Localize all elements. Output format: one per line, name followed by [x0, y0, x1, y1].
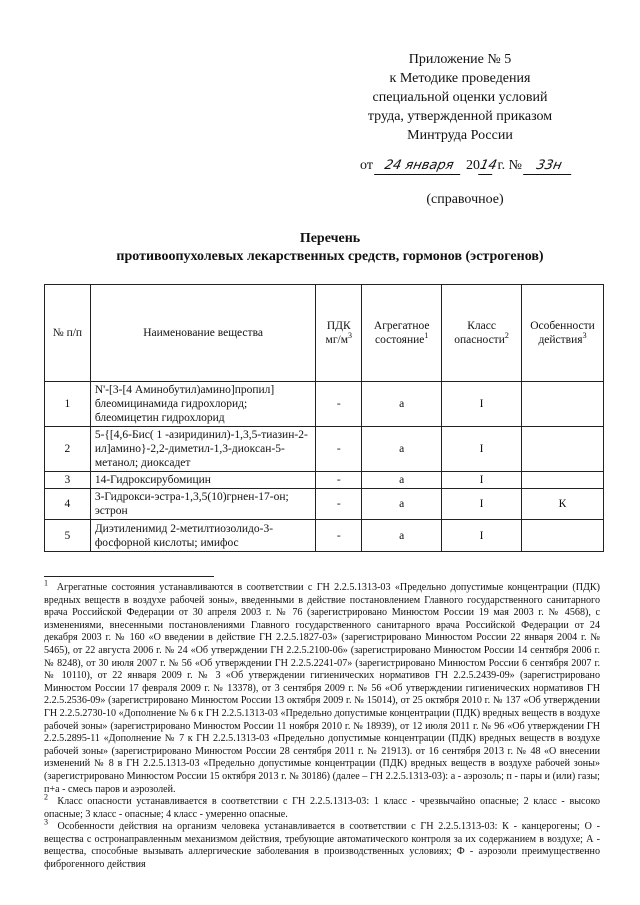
cell-features: [522, 472, 604, 489]
year-prefix: 20: [465, 158, 480, 173]
cell-state: а: [362, 472, 442, 489]
cell-features: [522, 427, 604, 472]
table-row: [45, 472, 604, 489]
cell-num: 1: [45, 382, 91, 427]
cell-state: а: [362, 489, 442, 520]
cell-class: I: [442, 427, 522, 472]
cell-features: [522, 382, 604, 427]
reference-note: (справочное): [426, 192, 504, 207]
header-pdk: ПДК $мг/м^3$: [316, 285, 362, 382]
appendix-line: Минтруда России: [407, 128, 513, 143]
footnote-3-mark: 3: [44, 817, 48, 827]
appendix-line: труда, утвержденной приказом: [367, 109, 553, 124]
year-word: г. №: [497, 158, 522, 173]
title-line-2: противоопухолевых лекарственных средств, гормонов (эстрогенов): [116, 249, 544, 264]
footnote-divider: [44, 576, 214, 577]
table-row: [45, 427, 604, 472]
order-date-line: [360, 156, 580, 176]
cell-class: I: [442, 489, 522, 520]
cell-name: 14-Гидроксирубомицин: [90, 472, 316, 489]
footnote-2: [44, 792, 601, 821]
cell-state: а: [362, 427, 442, 472]
footnotes: [44, 578, 601, 872]
appendix-header: [345, 50, 575, 145]
footnote-1-mark: 1: [44, 578, 48, 588]
cell-state: а: [362, 520, 442, 552]
cell-num: 3: [45, 472, 91, 489]
cell-pdk: -: [316, 382, 362, 427]
appendix-line: специальной оценки условий: [372, 90, 548, 105]
cell-pdk: -: [316, 489, 362, 520]
cell-num: 4: [45, 489, 91, 520]
table-row: [45, 489, 604, 520]
title-line-1: Перечень: [299, 231, 361, 246]
appendix-line: Приложение № 5: [408, 52, 512, 67]
cell-name: Диэтиленимид 2-метилтиозолидо-3-фосфорной кислоты; имифос: [90, 520, 316, 552]
cell-num: 5: [45, 520, 91, 552]
cell-state: а: [362, 382, 442, 427]
substances-table: [44, 284, 604, 552]
footnote-1-text: Агрегатные состояния устанавливаются в соответствии с ГН 2.2.5.1313-03 «Предельно допустимые концентрации (ПДК) вредных веществ в воздухе рабочей зоны», введенными в действие постановлением Главного государственного санитарного врача Российской Федерации от 30 апреля 2003 г. № 76 (зарегистрировано Минюстом России 19 мая 2003 г. № 4568), с изменениями, внесенными постановлениями Главного государственного санитарного врача Российской Федерации от 24 декабря 2003 г. № 160 «О введении в действие ГН 2.2.5.1827-03» (зарегистрировано Минюстом России 22 января 2004 г. № 5465), от 22 августа 2006 г. № 24 «Об утверждении ГН 2.2.5.2100-06» (зарегистрировано Минюстом России 14 сентября 2006 г. № 8248), от 30 июля 2007 г. № 56 «Об утверждении ГН 2.2.5.2241-07» (зарегистрировано Минюстом России 6 сентября 2007 г. № 10110), от 22 января 2009 г. № 3 «Об утверждении гигиенических нормативов ГН 2.2.5.2439-09» (зарегистрировано Минюстом России 17 февраля 2009 г. № 13378), от 3 сентября 2009 г. № 56 «Об утверждении гигиенических нормативов ГН 2.2.5.2536-09» (зарегистрировано Минюстом России 13 октября 2009 г. № 15014), от 25 октября 2010 г. № 137 «Об утверждении ГН 2.2.5.2730-10 «Дополнение № 6 к ГН 2.2.5.1313-03 «Предельно допустимые концентрации (ПДК) вредных веществ в воздухе рабочей зоны» (зарегистрировано Минюстом России 11 ноября 2010 г. № 18939), от 12 июля 2011 г. № 96 «Об утверждении ГН 2.2.5.2895-11 «Дополнение № 7 к ГН 2.2.5.1313-03 «Предельно допустимые концентрации (ПДК) вредных веществ в воздухе рабочей зоны» (зарегистрировано Минюстом России 28 сентября 2011 г. № 21913). от 16 сентября 2013 г. № 48 «О внесении изменений № 8 в ГН 2.2.5.1313-03 «Предельно допустимые концентрации (ПДК) вредных веществ в воздухе рабочей зоны» (зарегистрировано Минюстом России 15 октября 2013 г. № 30186) (далее – ГН 2.2.5.1313-03): а - аэрозоль; п - пары и (или) газы; п+а - смесь паров и аэрозолей.: [44, 582, 600, 795]
footnote-3-text: Особенности действия на организм человека устанавливается в соответствии с ГН 2.2.5.1313-03: К - канцерогены; О - вещества с остронаправленным механизмом действия, требующие автоматического контроля за их содержанием в воздухе; А - вещества, способные вызывать аллергические заболевания в производственных условиях; Ф - аэрозоли преимущественно фиброгенного действия: [44, 821, 601, 871]
footnote-2-text: Класс опасности устанавливается в соответствии с ГН 2.2.5.1313-03: 1 класс - чрезвычайно опасные; 2 класс - высоко опасные; 3 класс - опасные; 4 класс - умеренно опасные.: [44, 796, 601, 820]
handwritten-order-number: 33н: [524, 157, 576, 175]
document-title: [60, 230, 600, 266]
handwritten-year: 14: [478, 158, 499, 173]
header-class: Класс опасности$^2$: [442, 285, 522, 382]
cell-name: N'-[3-[4 Аминобутил)амино]пропил] блеомицинамида гидрохлорид; блеомицетин гидрохлорид: [90, 382, 316, 427]
header-name: Наименование вещества: [90, 285, 316, 382]
cell-pdk: -: [316, 520, 362, 552]
cell-class: I: [442, 382, 522, 427]
cell-pdk: -: [316, 472, 362, 489]
cell-name: 3-Гидрокси-эстра-1,3,5(10)грнен-17-он; эстрон: [90, 489, 316, 520]
cell-class: I: [442, 520, 522, 552]
cell-num: 2: [45, 427, 91, 472]
cell-features: К: [522, 489, 604, 520]
header-features: Особенности действия$^3$: [522, 285, 604, 382]
table-row: [45, 520, 604, 552]
date-prefix: от: [360, 158, 373, 173]
table-row: [45, 382, 604, 427]
header-state: Агрегатное состояние$^1$: [362, 285, 442, 382]
footnote-1: [44, 578, 600, 796]
table-header-row: [45, 285, 604, 382]
cell-pdk: -: [316, 427, 362, 472]
cell-features: [522, 520, 604, 552]
footnote-2-mark: 2: [44, 792, 48, 802]
appendix-line: к Методике проведения: [389, 71, 531, 86]
header-num: № п/п: [45, 285, 91, 382]
cell-class: I: [442, 472, 522, 489]
cell-name: 5-{[4,6-Бис( 1 -азиридинил)-1,3,5-тиазин-2-ил]амино}-2,2-диметил-1,3-диоксан-5-метанол; диоксадет: [90, 427, 316, 472]
handwritten-date: 24 января: [375, 157, 465, 175]
footnote-3: [44, 817, 601, 871]
